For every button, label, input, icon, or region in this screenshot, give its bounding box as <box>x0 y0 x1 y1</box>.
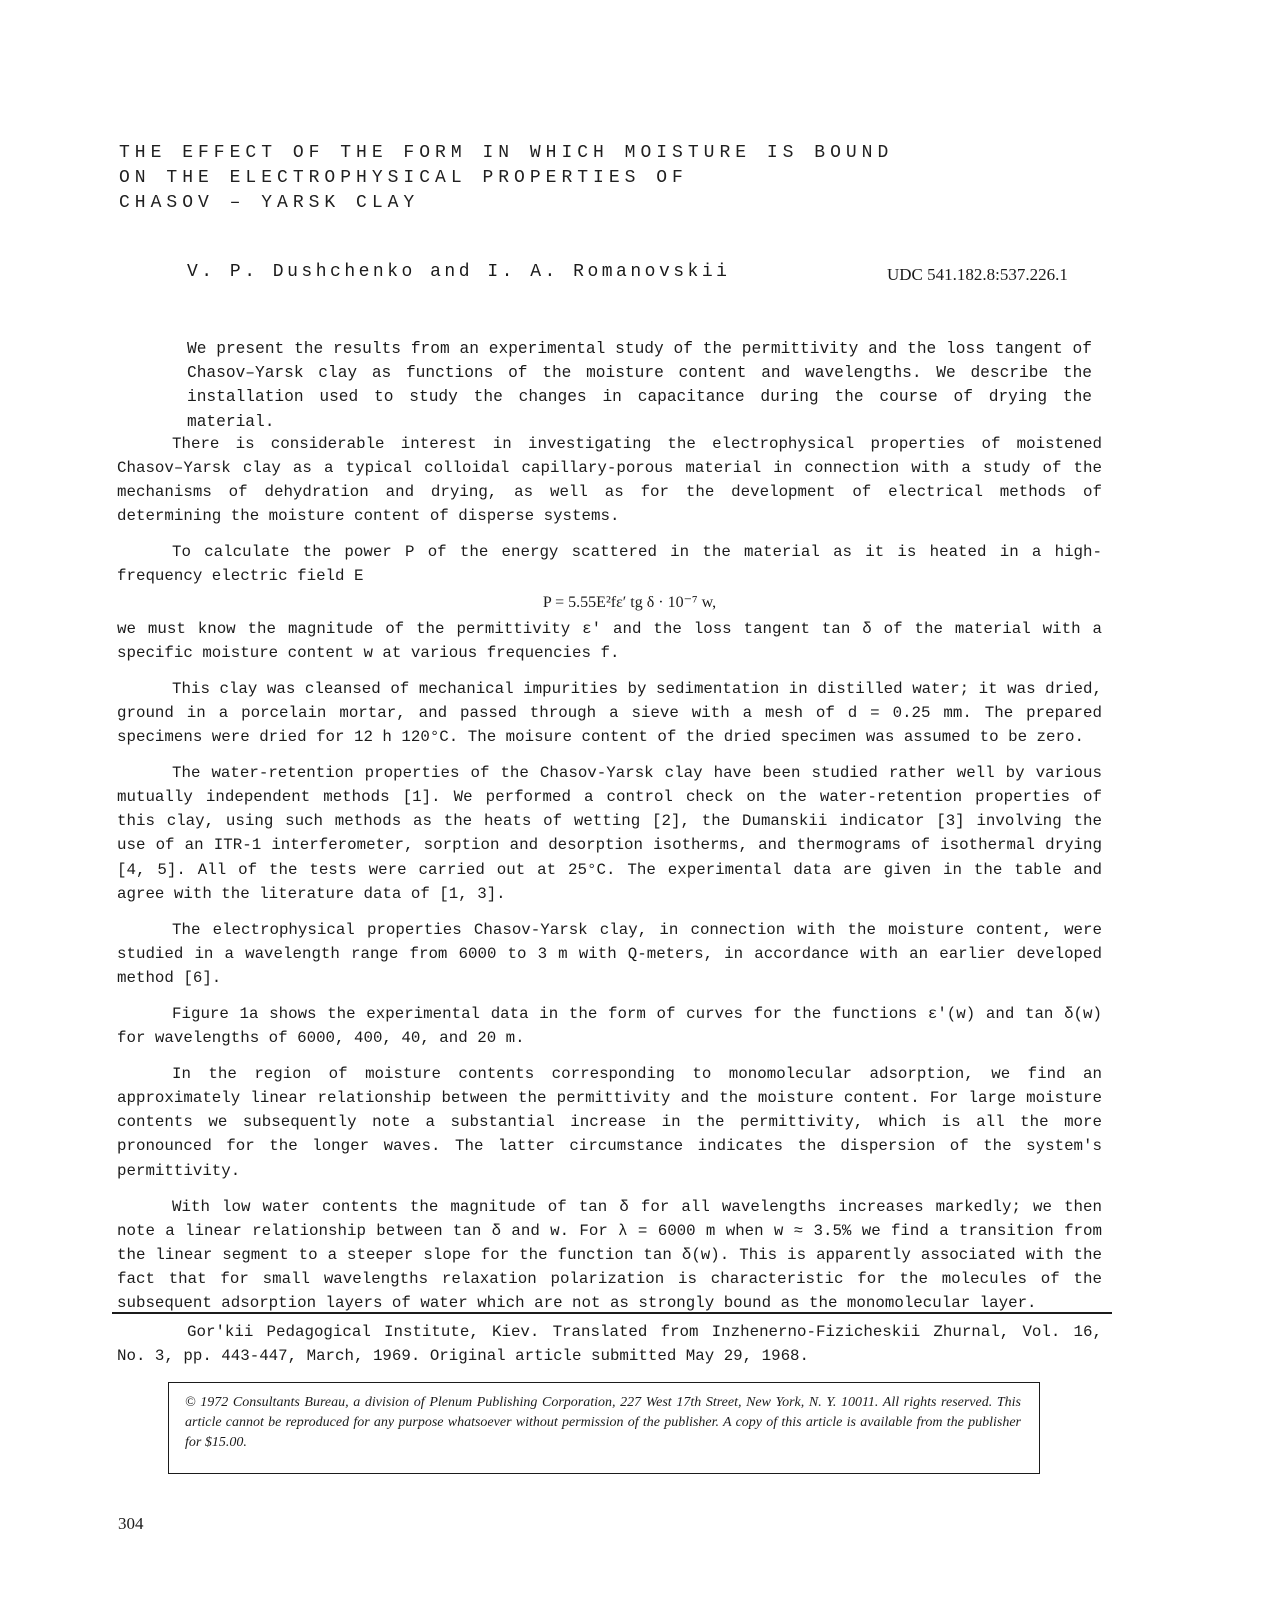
title-line-2: ON THE ELECTROPHYSICAL PROPERTIES OF <box>119 168 688 188</box>
footnote-text: Gor'kii Pedagogical Institute, Kiev. Translated from Inzhenerno-Fizicheskii Zhurnal, Vol. 16, No. 3, pp. 443-447, March, 1969. Original article submitted May 29, 1968. <box>117 1323 1102 1365</box>
title-line-3: CHASOV – YARSK CLAY <box>119 193 420 213</box>
authors: V. P. Dushchenko and I. A. Romanovskii <box>187 262 731 282</box>
paragraph-4: This clay was cleansed of mechanical impurities by sedimentation in distilled water; it was dried, ground in a porcelain mortar, and passed through a sieve with a mesh of d = 0.25 mm. The prepared specimens were dried for 12 h 120°C. The moisure content of the dried specimen was assumed to be zero. <box>117 679 1102 747</box>
page-number: 304 <box>118 1514 144 1533</box>
footnote-divider <box>112 1312 1112 1314</box>
title-line-1: THE EFFECT OF THE FORM IN WHICH MOISTURE IS BOUND <box>119 143 894 163</box>
power-formula: P = 5.55E²fε′ tg δ · 10⁻⁷ w, <box>542 593 717 611</box>
paragraph-2: To calculate the power P of the energy scattered in the material as it is heated in a high-frequency electric field E <box>117 543 1102 586</box>
abstract: We present the results from an experimental study of the permittivity and the loss tangent of Chasov–Yarsk clay as functions of the moisture content and wavelengths. We describe the installation used to study the changes in capacitance during the course of drying the material. <box>187 340 1092 431</box>
paragraph-6: The electrophysical properties Chasov-Yarsk clay, in connection with the moisture content, were studied in a wavelength range from 6000 to 3 m with Q-meters, in accordance with an earlier developed method [6]. <box>117 920 1102 987</box>
paragraph-1: There is considerable interest in investigating the electrophysical properties of moistened Chasov–Yarsk clay as a typical colloidal capillary-porous material in connection with a study of the mechanisms of dehydration and drying, as well as for the development of electrical methods of determining the moisture content of disperse systems. <box>117 435 1102 526</box>
paragraph-3: we must know the magnitude of the permittivity ε′ and the loss tangent tan δ of the material with a specific moisture content w at various frequencies f. <box>117 619 1102 662</box>
paragraph-7: Figure 1a shows the experimental data in the form of curves for the functions ε′(w) and tan δ(w) for wavelengths of 6000, 400, 40, and 20 m. <box>117 1004 1102 1048</box>
udc-code: UDC 541.182.8:537.226.1 <box>887 265 1068 284</box>
footnote <box>117 1320 1102 1368</box>
article-title <box>119 141 893 216</box>
paragraph-9: With low water contents the magnitude of tan δ for all wavelengths increases markedly; we then note a linear relationship between tan δ and w. For λ = 6000 m when w ≈ 3.5% we find a transition from the linear segment to a steeper slope for the function tan δ(w). This is apparently associated with the fact that for small wavelengths relaxation polarization is characteristic for the molecules of the subsequent adsorption layers of water which are not as strongly bound as the monomolecular layer. <box>117 1197 1102 1312</box>
copyright-box: © 1972 Consultants Bureau, a division of Plenum Publishing Corporation, 227 West 17th Street, New York, N. Y. 10011. All rights reserved. This article cannot be reproduced for any purpose whatsoever without permission of the publisher. A copy of this article is available from the publisher for $15.00. <box>168 1382 1040 1474</box>
article-body <box>117 432 1102 1327</box>
paragraph-5: The water-retention properties of the Chasov-Yarsk clay have been studied rather well by various mutually independent methods [1]. We performed a control check on the water-retention properties of this clay, using such methods as the heats of wetting [2], the Dumanskii indicator [3] involving the use of an ITR-1 interferometer, sorption and desorption isotherms, and thermograms of isothermal drying [4, 5]. All of the tests were carried out at 25°C. The experimental data are given in the table and agree with the literature data of [1, 3]. <box>117 764 1102 903</box>
paragraph-8: In the region of moisture contents corresponding to monomolecular adsorption, we find an approximately linear relationship between the permittivity and the moisture content. For large moisture contents we subsequently note a substantial increase in the permittivity, which is all the more pronounced for the longer waves. The latter circumstance indicates the dispersion of the system's permittivity. <box>117 1065 1102 1180</box>
